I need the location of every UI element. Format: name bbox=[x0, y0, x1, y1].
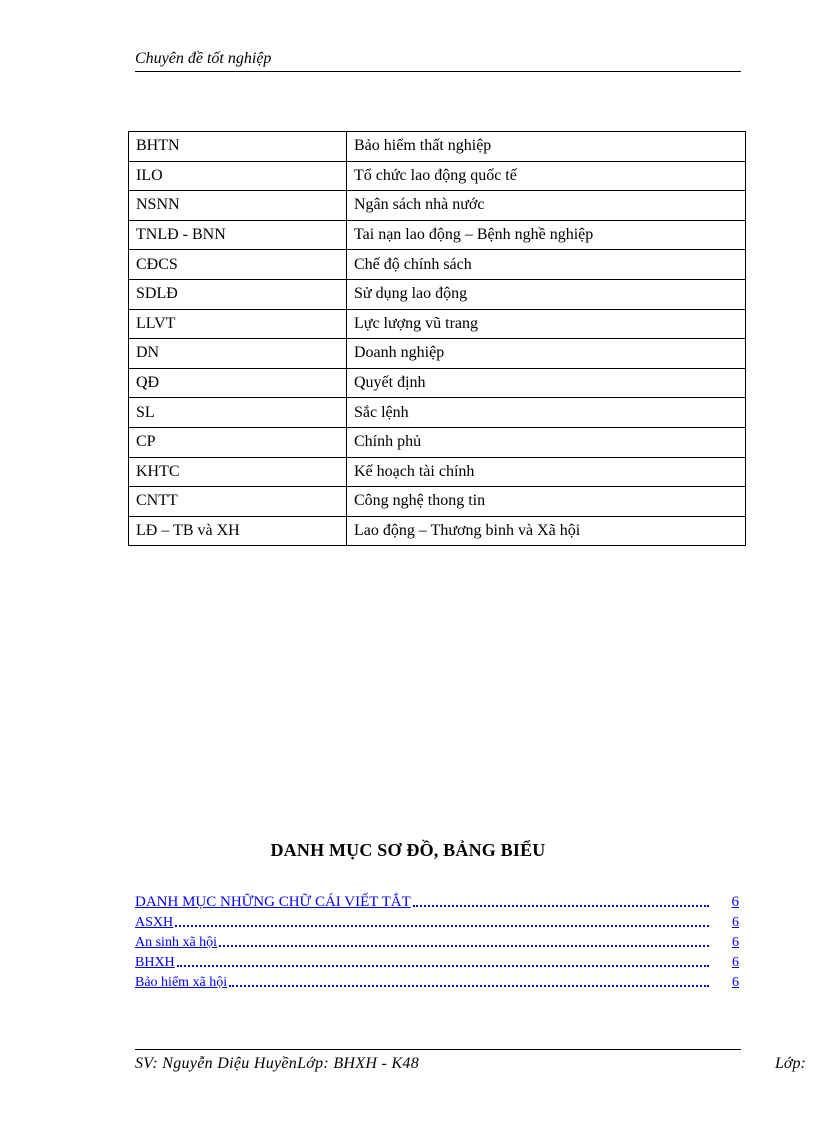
meaning-cell: Ngân sách nhà nước bbox=[347, 191, 746, 221]
table-row bbox=[129, 487, 746, 517]
abbr-cell: DN bbox=[129, 339, 347, 369]
toc-page-number[interactable]: 6 bbox=[732, 935, 739, 950]
table-row bbox=[129, 368, 746, 398]
abbr-cell: BHTN bbox=[129, 132, 347, 162]
page-footer bbox=[135, 1049, 806, 1072]
table-row bbox=[129, 132, 746, 162]
toc-entry-label[interactable]: Bảo hiểm xã hội bbox=[135, 975, 228, 990]
footer-class-label: Lớp: bbox=[775, 1055, 806, 1072]
meaning-cell: Lao động – Thương binh và Xã hội bbox=[347, 516, 746, 546]
table-row bbox=[129, 398, 746, 428]
toc-leader-dots bbox=[219, 944, 709, 947]
meaning-cell: Doanh nghiệp bbox=[347, 339, 746, 369]
meaning-cell: Lực lượng vũ trang bbox=[347, 309, 746, 339]
toc-page-number[interactable]: 6 bbox=[731, 894, 739, 910]
toc-entry-label[interactable]: An sinh xã hội bbox=[135, 935, 218, 950]
meaning-cell: Công nghệ thong tin bbox=[347, 487, 746, 517]
toc-entry-abbreviations[interactable] bbox=[135, 891, 739, 911]
abbr-cell: SL bbox=[129, 398, 347, 428]
abbr-cell: NSNN bbox=[129, 191, 347, 221]
table-row bbox=[129, 516, 746, 546]
table-row bbox=[129, 309, 746, 339]
meaning-cell: Chế độ chính sách bbox=[347, 250, 746, 280]
table-row bbox=[129, 279, 746, 309]
toc-entry-asxh[interactable] bbox=[135, 911, 739, 931]
abbreviations-table bbox=[128, 131, 746, 546]
toc-page-number[interactable]: 6 bbox=[732, 975, 739, 990]
toc-entry-bhxh[interactable] bbox=[135, 951, 739, 971]
toc-entry-label[interactable]: BHXH bbox=[135, 955, 175, 970]
abbr-cell: QĐ bbox=[129, 368, 347, 398]
table-row bbox=[129, 220, 746, 250]
table-row bbox=[129, 427, 746, 457]
toc-entry-label[interactable]: ASXH bbox=[135, 915, 174, 930]
toc-leader-dots bbox=[229, 984, 709, 987]
toc-page-number[interactable]: 6 bbox=[732, 915, 739, 930]
abbr-cell: CĐCS bbox=[129, 250, 347, 280]
meaning-cell: Kế hoạch tài chính bbox=[347, 457, 746, 487]
abbr-cell: SDLĐ bbox=[129, 279, 347, 309]
meaning-cell: Sử dụng lao động bbox=[347, 279, 746, 309]
footer-student-info: SV: Nguyễn Diệu HuyềnLớp: BHXH - K48 bbox=[135, 1055, 420, 1072]
meaning-cell: Tai nạn lao động – Bệnh nghề nghiệp bbox=[347, 220, 746, 250]
table-of-contents bbox=[135, 891, 739, 991]
header-title: Chuyên đề tốt nghiệp bbox=[135, 50, 272, 67]
toc-leader-dots bbox=[413, 904, 709, 907]
abbr-cell: LĐ – TB và XH bbox=[129, 516, 347, 546]
page-header bbox=[135, 50, 741, 72]
toc-leader-dots bbox=[177, 964, 709, 967]
table-row bbox=[129, 191, 746, 221]
meaning-cell: Chính phủ bbox=[347, 427, 746, 457]
toc-entry-label[interactable]: DANH MỤC NHỮNG CHỮ CÁI VIẾT TẮT bbox=[135, 894, 411, 910]
toc-leader-dots bbox=[175, 924, 709, 927]
abbr-cell: ILO bbox=[129, 161, 347, 191]
abbr-cell: KHTC bbox=[129, 457, 347, 487]
toc-entry-bao-hiem-xa-hoi[interactable] bbox=[135, 971, 739, 991]
meaning-cell: Bảo hiểm thất nghiệp bbox=[347, 132, 746, 162]
table-row bbox=[129, 457, 746, 487]
abbr-cell: CNTT bbox=[129, 487, 347, 517]
abbr-cell: TNLĐ - BNN bbox=[129, 220, 347, 250]
meaning-cell: Sắc lệnh bbox=[347, 398, 746, 428]
toc-entry-an-sinh-xa-hoi[interactable] bbox=[135, 931, 739, 951]
toc-page-number[interactable]: 6 bbox=[732, 955, 739, 970]
abbr-cell: LLVT bbox=[129, 309, 347, 339]
table-row bbox=[129, 161, 746, 191]
table-row bbox=[129, 339, 746, 369]
abbr-cell: CP bbox=[129, 427, 347, 457]
meaning-cell: Tổ chức lao động quốc tế bbox=[347, 161, 746, 191]
toc-title: DANH MỤC SƠ ĐỒ, BẢNG BIỂU bbox=[270, 840, 546, 860]
meaning-cell: Quyết định bbox=[347, 368, 746, 398]
table-row bbox=[129, 250, 746, 280]
